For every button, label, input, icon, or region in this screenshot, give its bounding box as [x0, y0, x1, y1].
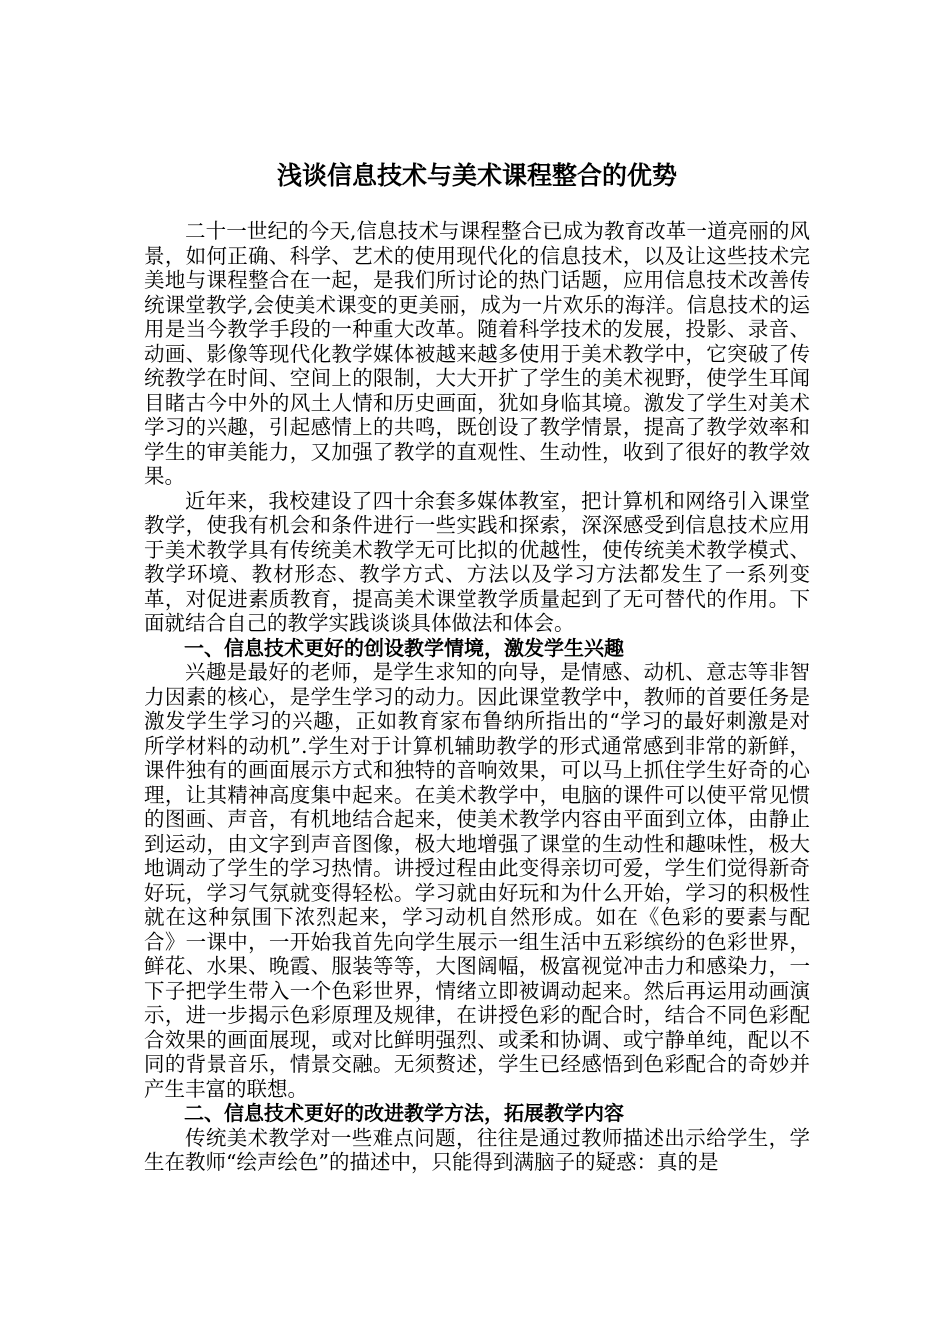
document-page	[144, 150, 810, 1175]
section-heading-2: 二、信息技术更好的改进教学方法，拓展教学内容	[184, 1101, 624, 1125]
intro-paragraph-1: 二十一世纪的今天,信息技术与课程整合已成为教育改革一道亮丽的风景，如何正确、科学、艺术的使用现代化的信息技术，以及让这些技术完美地与课程整合在一起，是我们所讨论的热门话题，应用信息技术改善传统课堂教学,会使美术课变的更美丽，成为一片欢乐的海洋。信息技术的运用是当今教学手段的一种重大改革。随着科学技术的发展，投影、录音、动画、影像等现代化教学媒体被越来越多使用于美术教学中，它突破了传统教学在时间、空间上的限制，大大开扩了学生的美术视野，使学生耳闻目睹古今中外的风土人情和历史画面，犹如身临其境。激发了学生对美术学习的兴趣，引起感情上的共鸣，既创设了教学情景，提高了教学效率和学生的审美能力，又加强了教学的直观性、生动性，收到了很好的教学效果。	[144, 219, 810, 488]
intro-paragraph-2: 近年来，我校建设了四十余套多媒体教室，把计算机和网络引入课堂教学，使我有机会和条件进行一些实践和探索，深深感受到信息技术应用于美术教学具有传统美术教学无可比拟的优越性，使传统美术教学模式、教学环境、教材形态、教学方式、方法以及学习方法都发生了一系列变革，对促进素质教育，提高美术课堂教学质量起到了无可替代的作用。下面就结合自己的教学实践谈谈具体做法和体会。	[144, 488, 810, 635]
section-1-paragraph: 兴趣是最好的老师，是学生求知的向导，是情感、动机、意志等非智力因素的核心，是学生学习的动力。因此课堂教学中，教师的首要任务是激发学生学习的兴趣，正如教育家布鲁纳所指出的“学习的最好刺激是对所学材料的动机”.学生对于计算机辅助教学的形式通常感到非常的新鲜，课件独有的画面展示方式和独特的音响效果，可以马上抓住学生好奇的心理，让其精神高度集中起来。在美术教学中，电脑的课件可以使平常见惯的图画、声音，有机地结合起来，使美术教学内容由平面到立体，由静止到运动，由文字到声音图像，极大地增强了课堂的生动性和趣味性，极大地调动了学生的学习热情。讲授过程由此变得亲切可爱，学生们觉得新奇好玩，学习气氛就变得轻松。学习就由好玩和为什么开始，学习的积极性就在这种氛围下浓烈起来，学习动机自然形成。如在《色彩的要素与配合》一课中，一开始我首先向学生展示一组生活中五彩缤纷的色彩世界，鲜花、水果、晚霞、服装等等，大图阔幅，极富视觉冲击力和感染力，一下子把学生带入一个色彩世界，情绪立即被调动起来。然后再运用动画演示，进一步揭示色彩原理及规律，在讲授色彩的配合时，结合不同色彩配合效果的画面展现，或对比鲜明强烈、或柔和协调、或宁静单纯，配以不同的背景音乐，情景交融。无须赘述，学生已经感悟到色彩配合的奇妙并产生丰富的联想。	[144, 660, 810, 1101]
section-heading-1: 一、信息技术更好的创设教学情境，激发学生兴趣	[184, 635, 624, 660]
document-title: 浅谈信息技术与美术课程整合的优势	[276, 161, 677, 190]
section-2-paragraph: 传统美术教学对一些难点问题，往往是通过教师描述出示给学生，学生在教师“绘声绘色”的描述中，只能得到满脑子的疑惑：真的是	[144, 1125, 810, 1174]
